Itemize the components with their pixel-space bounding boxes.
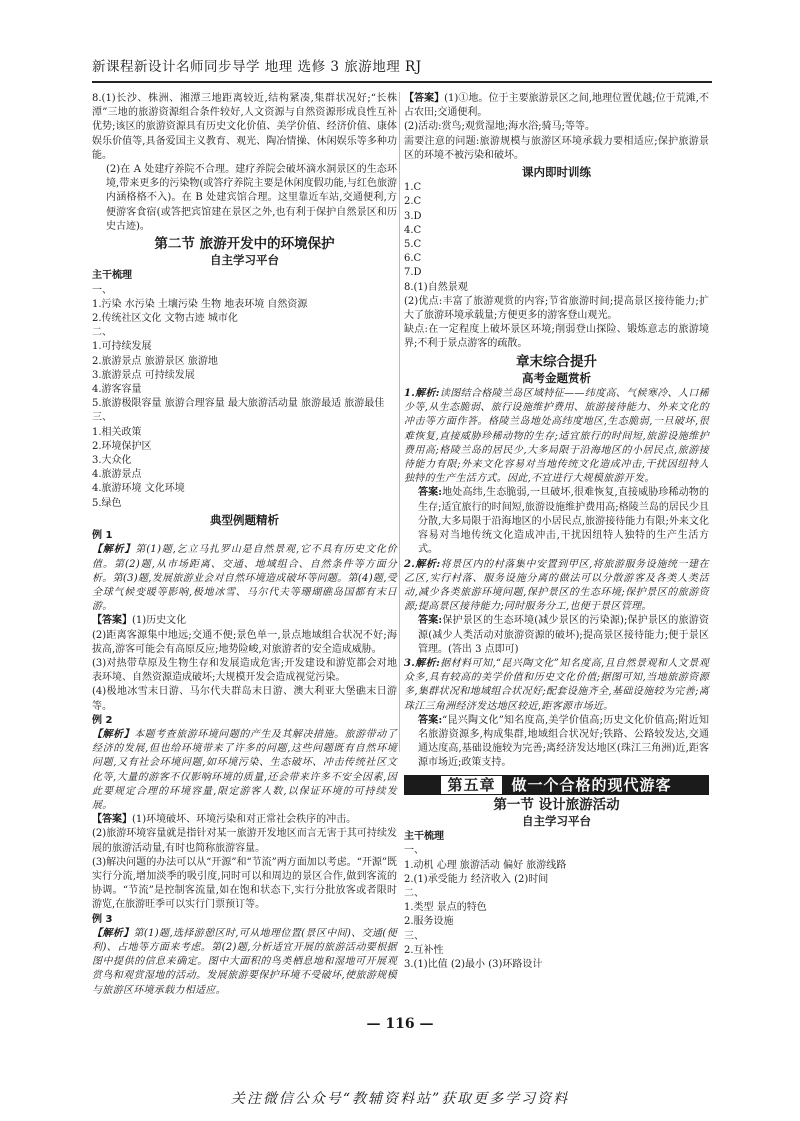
exam-q3-answer	[404, 714, 709, 771]
answer-tag: 【答案】	[92, 814, 132, 826]
drill-item: 7.D	[404, 267, 422, 279]
analysis-text: 本题考查旅游环境问题的产生及其解决措施。旅游带动了经济的发展,但也给环境带来了许多的问题,这些问题既有自然环境问题,又有社会环境问题,如环境污染、生态破坏、冲击传统社区文化等,大量的游客不仅影响环境的质量,还会带来许多不安全因素,因此要规定合理的环境容量,限定游客人数,以保证环境的可持续发展。	[92, 728, 398, 811]
drill-item: 3.D	[404, 210, 422, 222]
outline-item: 1.动机 心理 旅游活动 偏好 旅游线路	[404, 859, 567, 871]
example-1-answer-line: (3)对热带草原及生物生存和发展造成危害;开发建设和游览都会对地表环境、自然资源造成破坏;大规模开发会造成视觉污染。	[92, 657, 397, 684]
answer-text: 保护景区的生态环境(减少景区的污染源);保护景区的旅游资源(减少人类活动对旅游资源的破坏);提高景区接待能力;便于景区管理。(答出 3 点即可)	[418, 615, 709, 655]
example-2-label: 例 2	[92, 714, 113, 726]
example-1-label: 例 1	[92, 530, 113, 542]
q8-part1: 8.(1)长沙、株洲、湘潭三地距离较近,结构紧凑,集群状况好;“长株潭”三地的旅游资源组合条件较好,人文资源与自然资源形成良性互补优势;该区的旅游资源具有历史文化价值、美学价值、经济价值、康体娱乐价值等,具备爱国主义教育、观光、陶冶情操、休闲娱乐等多种功能。	[92, 93, 397, 161]
section-1-title: 第一节 设计旅游活动	[493, 796, 620, 813]
outline-item: 1.类型 景点的特色	[404, 902, 487, 914]
outline-item: 二、	[92, 327, 112, 339]
q8-part2: (2)在 A 处建疗养院不合理。建疗养院会破坏滴水洞景区的生态环境,带来更多的污染物(或答疗养院主要是休闲度假功能,与红色旅游内涵格格不入)。在 B 处建宾馆合理。这里靠近车站,交通便利,方便游客食宿(或答把宾馆建在景区之外,也有利于保护自然景区和历史古迹)。	[106, 164, 397, 232]
analysis-tag: 【解析】	[92, 544, 136, 556]
example-2-answer-line: (3)解决问题的办法可以从“开源”和“节流”两方面加以考虑。“开源”既实行分流,增加淡季的吸引度,同时可以和周边的景区合作,做到客流的协调。“节流”是控制客流量,如在饱和状态下,实行分批放客或者限时游览,在旅游旺季可以实行门票预订等。	[92, 856, 397, 911]
answer-tag: 答案:	[418, 487, 442, 499]
outline-item: 二、	[404, 887, 424, 899]
outline-label: 主干梳理	[404, 831, 444, 843]
outline-list	[92, 284, 397, 511]
outline-item: 2.服务设施	[404, 916, 454, 928]
running-header: 新课程新设计名师同步导学 地理 选修 3 旅游地理 RJ	[92, 55, 712, 83]
example-3-answer-line: (2)活动:赏鸟;观赏湿地;海水浴;骑马;等等。	[404, 121, 596, 133]
example-1-analysis	[92, 543, 397, 614]
exam-q1-answer	[404, 486, 709, 557]
answer-text: (1)环境破坏、环境污染和对正常社会秩序的冲击。	[132, 814, 357, 826]
outline-item: 5.绿色	[92, 497, 122, 509]
outline-item: 4.旅游环境 文化环境	[92, 483, 185, 495]
outline-item: 2.传统社区文化 文物古迹 城市化	[92, 313, 238, 325]
outline-item: 2.互补性	[404, 944, 444, 956]
exam-q2-answer	[404, 614, 709, 657]
drill-item: 6.C	[404, 253, 422, 265]
outline-item: 4.旅游景点	[92, 469, 142, 481]
example-2-answer	[92, 813, 397, 827]
chapter-summary-title: 章末综合提升	[516, 353, 597, 370]
analysis-tag: 3.解析:	[404, 657, 441, 669]
outline-item: 一、	[404, 845, 424, 857]
answer-text: (1)①地。位于主要旅游景区之间,地理位置优越;位于荒滩,不占农田;交通便利。	[404, 93, 710, 119]
outline-item: 三、	[404, 930, 424, 942]
exam-title: 高考金题赏析	[522, 370, 591, 385]
answer-tag: 【答案】	[92, 615, 132, 627]
chapter-title: 做一个合格的现代游客	[511, 775, 672, 794]
example-3-answer-line: 需要注意的问题:旅游规模与旅游区环境承载力要相适应;保护旅游景区的环境不被污染和破坏。	[404, 135, 709, 161]
header-rule	[92, 81, 712, 82]
example-1-answer	[92, 614, 397, 628]
answer-tag: 答案:	[418, 615, 443, 627]
column-divider	[399, 92, 400, 752]
outline-item: 2.旅游景点 旅游景区 旅游地	[92, 355, 218, 367]
example-3-answer	[404, 92, 709, 120]
outline-label: 主干梳理	[92, 270, 132, 282]
footer-watermark: 关注微信公众号“教辅资料站”获取更多学习资料	[230, 1091, 570, 1107]
outline-item: 3.大众化	[92, 455, 132, 467]
left-column	[92, 92, 397, 998]
outline-item: 5.旅游极限容量 旅游合理容量 最大旅游活动量 旅游最适 旅游最佳	[92, 398, 385, 410]
drill-item: 2.C	[404, 196, 422, 208]
exam-q1-analysis	[404, 387, 709, 486]
outline-item: 3.(1)比值 (2)最小 (3)环路设计	[404, 958, 543, 970]
analysis-tag: 1.解析:	[404, 388, 440, 400]
example-2-answer-line: (2)旅游环境容量就是指针对某一旅游开发地区而言无害于其可持续发展的旅游活动量,有时也简称旅游容量。	[92, 828, 397, 854]
right-column	[404, 92, 709, 972]
answer-text: 地处高纬,生态脆弱,一旦破坏,很难恢复,直接威胁珍稀动物的生存;适宜旅行的时间短,旅游设施维护费用高;格陵兰岛的居民少且分散,大多局限于沿海地区的小居民点,旅游接待能力有限;外来文化容易对当地传统文化造成冲击,干扰因纽特人独特的生产生活方式。	[418, 487, 709, 556]
drill-list	[404, 181, 709, 351]
examples-title: 典型例题精析	[210, 512, 279, 527]
analysis-tag: 2.解析:	[404, 558, 441, 570]
chapter-number: 第五章	[441, 776, 501, 794]
analysis-text: 第(1)题,乞立马扎罗山是自然景观,它不具有历史文化价值。第(2)题,从市场距离、交通、地域组合、自然条件等方面分析。第(3)题,发展旅游业会对自然环境造成破坏等问题。第(4)题,受全球气候变暖等影响,极地冰雪、马尔代夫等珊瑚礁岛国都有末日游。	[92, 544, 398, 613]
section-2-title: 第二节 旅游开发中的环境保护	[154, 236, 335, 253]
drill-title: 课内即时训练	[522, 165, 591, 180]
answer-tag: 答案:	[418, 714, 443, 726]
exam-q2-analysis	[404, 558, 709, 615]
self-study-platform-title: 自主学习平台	[210, 253, 279, 268]
analysis-tag: 【解析】	[92, 927, 134, 939]
answer-text: “昆兴陶文化”知名度高,美学价值高;历史文化价值高;附近知名旅游资源多,构成集群,地域组合状况好;铁路、公路较发达,交通通达度高,基础设施较为完善;离经济发达地区(珠江三角洲)近,距客源市场近;政策支持。	[418, 714, 709, 769]
analysis-text: 读图结合格陵兰岛区域特征——纬度高、气候寒冷、人口稀少等,从生态脆弱、旅行设施维护费用、旅游接待能力、外来文化的冲击等方面作答。格陵兰岛地处高纬度地区,生态脆弱,一旦破坏,很难恢复,直接威胁珍稀动物的生存;适宜旅行的时间短,旅游设施维护费用高;格陵兰岛的居民少,大多局限于沿海地区的小居民点,旅游接待能力有限;外来文化容易对当地传统文化造成冲击,干扰因纽特人独特的生产生活方式。因此,不宜进行大规模旅游开发。	[404, 388, 709, 485]
analysis-text: 据材料可知,“昆兴陶文化”知名度高,且自然景观和人文景观众多,具有较高的美学价值和历史文化价值;据图可知,当地旅游资源多,集群状况和地域组合状况好;配套设施齐全,基础设施较为完善;离珠江三角洲经济发达地区较近,距客源市场近。	[404, 657, 709, 712]
example-2-analysis	[92, 728, 397, 813]
self-study-platform-title: 自主学习平台	[522, 813, 591, 828]
drill-item: 5.C	[404, 239, 422, 251]
exam-q3-analysis	[404, 657, 709, 714]
analysis-text: 第(1)题,选择游憩区时,可从地理位置(景区中间)、交通(便利)、占地等方面来考虑。第(2)题,分析适宜开展的旅游活动要根据图中提供的信息来确定。图中大面积的鸟类栖息地和湿地可开展观赏鸟和观赏湿地的活动。发展旅游要保护环境不受破坏,使旅游规模与旅游区环境承载力相适应。	[92, 927, 397, 996]
answer-text: (1)历史文化	[132, 615, 187, 627]
outline-item: 3.旅游景点 可持续发展	[92, 369, 195, 381]
drill-item: (2)优点:丰富了旅游观赏的内容;节省旅游时间;提高景区接待能力;扩大了旅游环境承载量;方便更多的游客登山观光。	[404, 295, 709, 322]
outline-item: 2.环境保护区	[92, 440, 152, 452]
outline-item: 1.相关政策	[92, 426, 142, 438]
example-1-answer-line: (4)极地冰雪末日游、马尔代夫群岛末日游、澳大利亚大堡礁末日游等。	[92, 686, 397, 712]
drill-item: 4.C	[404, 224, 422, 236]
outline-item: 4.游客容量	[92, 384, 142, 396]
answer-tag: 【答案】	[404, 93, 445, 104]
outline-item: 1.可持续发展	[92, 341, 152, 353]
example-3-label: 例 3	[92, 913, 113, 925]
example-1-answer-line: (2)距离客源集中地远;交通不便;景色单一,景点地域组合状况不好;海拔高,游客可能会有高原反应;地势险峻,对旅游者的安全造成威胁。	[92, 629, 397, 655]
example-3-analysis	[92, 927, 397, 998]
chapter-5-banner	[404, 775, 709, 795]
drill-item: 8.(1)自然景观	[404, 281, 468, 293]
analysis-text: 将景区内的村落集中安置到甲区,将旅游服务设施统一建在乙区,实行村落、服务设施分离的做法可以分散游客及各类人类活动,减少各类旅游环境问题,保护景区的生态环境;保护景区的旅游资源;提高景区接待能力;同时服务分工,也便于景区管理。	[404, 558, 709, 613]
page-number: — 116 —	[366, 1016, 434, 1032]
drill-item: 缺点:在一定程度上破坏景区环境;削弱登山探险、锻炼意志的旅游境界;不利于景点游客的疏散。	[404, 324, 709, 350]
outline-item: 2.(1)承受能力 经济收入 (2)时间	[404, 873, 549, 885]
outline-list	[404, 844, 709, 972]
analysis-tag: 【解析】	[92, 728, 135, 740]
outline-item: 1.污染 水污染 土壤污染 生物 地表环境 自然资源	[92, 298, 308, 310]
outline-item: 三、	[92, 412, 112, 424]
drill-item: 1.C	[404, 182, 422, 194]
outline-item: 一、	[92, 284, 112, 296]
